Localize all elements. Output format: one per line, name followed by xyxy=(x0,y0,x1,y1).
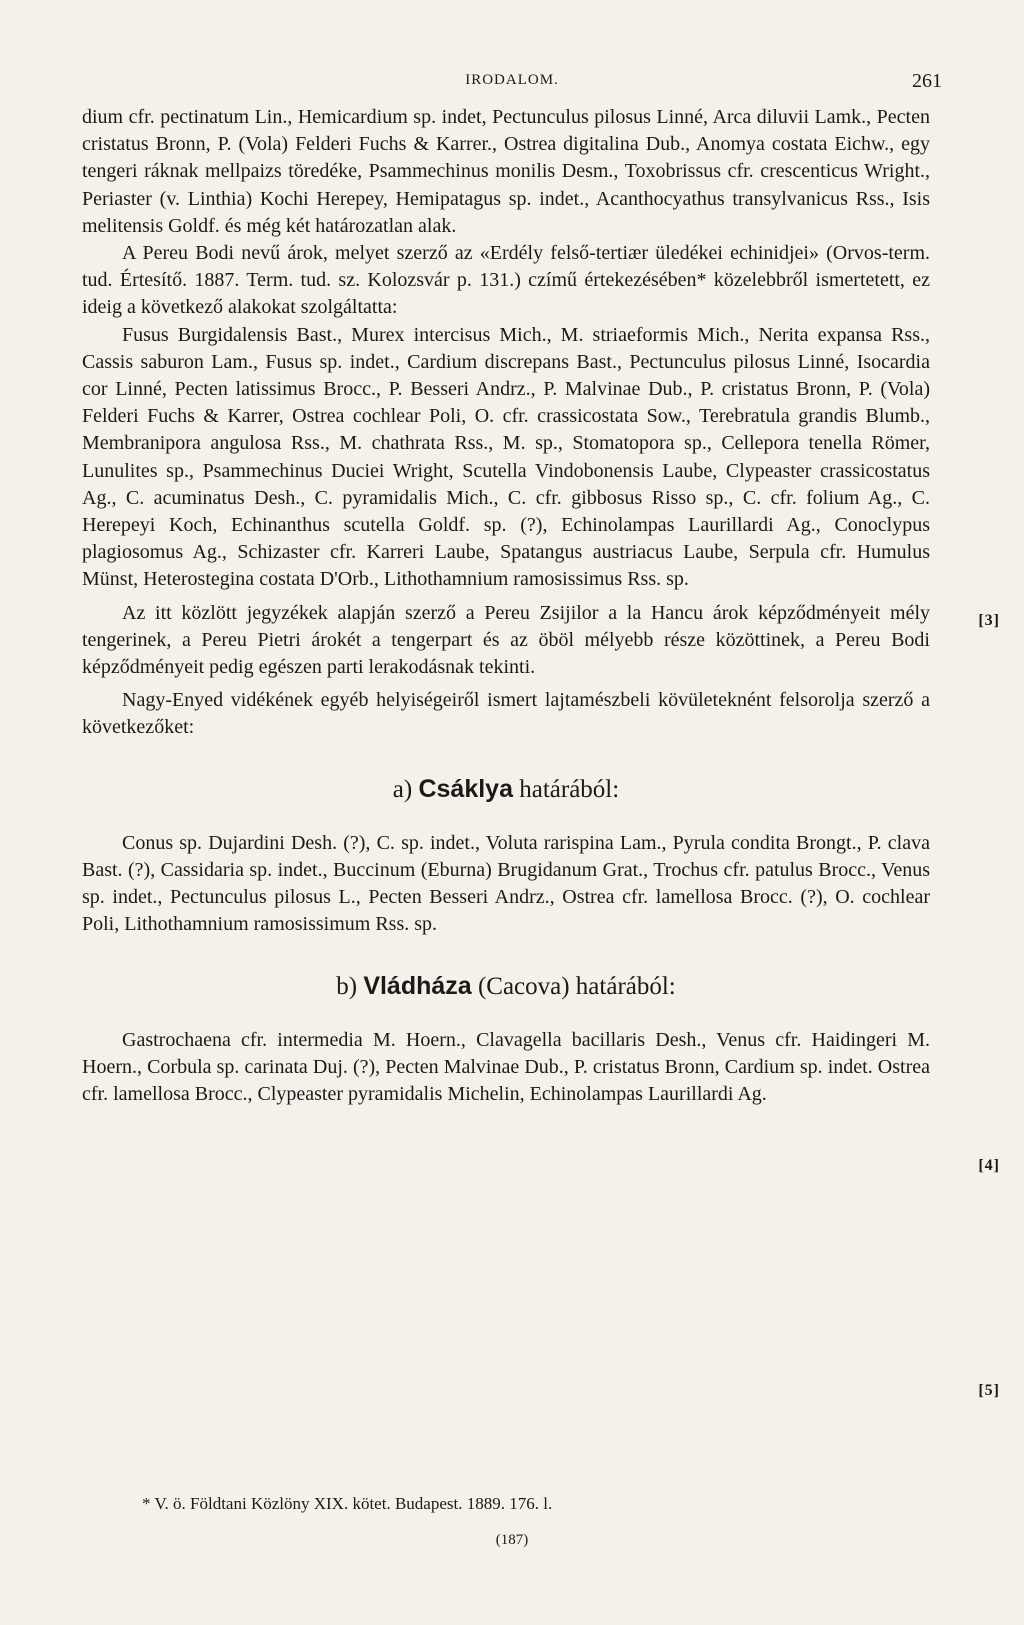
paragraph-species-list-csaklya: Conus sp. Dujardini Desh. (?), C. sp. indet., Voluta rarispina Lam., Pyrula condita Brongt., P. clava Bast. (?), Cassidaria sp. indet., Buccinum (Eburna) Brugidanum Grat., Trochus cfr. patulus Brocc., Venus sp. indet., Pectunculus pilosus L., Pecten Besseri Andrz., Ostrea cfr. lamellosa Brocc. (?), O. cochlear Poli, Lithothamnium ramosissimum Rss. sp. xyxy=(82,831,930,936)
footnote: * V. ö. Földtani Közlöny XIX. kötet. Budapest. 1889. 176. l. xyxy=(142,1494,553,1513)
section-heading-prefix: b) xyxy=(336,972,364,1000)
margin-mark: [4] xyxy=(978,1157,1000,1174)
margin-mark: [3] xyxy=(978,612,1000,629)
paragraph-interpretation: Az itt közlött jegyzékek alapján szerző a Pereu Zsijilor a la Hancu árok képződményeit mély tengerinek, a Pereu Pietri árokét a tengerpart és az öböl mélyebb része közöttinek, a Pereu Bodi képződményeit pedig egészen parti lerakodásnak tekinti. xyxy=(82,601,930,679)
page-number: 261 xyxy=(912,70,942,92)
margin-mark: [5] xyxy=(978,1382,1000,1399)
section-heading-place: Vládháza xyxy=(363,971,472,1000)
sheet-number: (187) xyxy=(495,1532,529,1548)
section-heading-vladhaza xyxy=(82,973,930,1000)
section-heading-place: Csáklya xyxy=(418,774,513,803)
paragraph-species-list-2: Fusus Burgidalensis Bast., Murex intercisus Mich., M. striaeformis Mich., Nerita expansa Rss., Cassis saburon Lam., Fusus sp. indet., Cardium discrepans Bast., Pectunculus pilosus Linné, Isocardia cor Linné, Pecten latissimus Brocc., P. Besseri Andrz., P. Malvinae Dub., P. cristatus Bronn, P. (Vola) Felderi Fuchs & Karrer, Ostrea cochlear Poli, O. cfr. crassicostata Sow., Terebratula grandis Blumb., Membranipora angulosa Rss., M. chathrata Rss., M. sp., Stomatopora sp., Cellepora tenella Römer, Lunulites sp., Psammechinus Duciei Wright, Scutella Vindobonensis Laube, Clypeaster crassicostatus Ag., C. acuminatus Desh., C. pyramidalis Mich., C. cfr. gibbosus Risso sp., C. cfr. folium Ag., C. Herepeyi Koch, Echinanthus scutella Goldf. sp. (?), Echinolampas Laurillardi Ag., Conoclypus plagiosomus Ag., Schizaster cfr. Karreri Laube, Spatangus austriacus Laube, Serpula cfr. Humulus Münst, Heterostegina costata D'Orb., Lithothamnium ramosissimus Rss. sp. xyxy=(82,323,930,591)
paragraph-other-localities: Nagy-Enyed vidékének egyéb helyiségeiről ismert lajtamészbeli kövületeknént felsorolja szerző a következőket: xyxy=(82,689,930,739)
paragraph-pereu-bodi: A Pereu Bodi nevű árok, melyet szerző az «Erdély felső-tertiær üledékei echinidjei» (Orvos-term. tud. Értesítő. 1887. Term. tud. sz. Kolozsvár p. 131.) czímű értekezésében* közelebbről ismertetett, ez ideig a következő alakokat szolgáltatta: xyxy=(82,242,930,319)
paragraph-species-list-1: dium cfr. pectinatum Lin., Hemicardium sp. indet, Pectunculus pilosus Linné, Arca diluvii Lamk., Pecten cristatus Bronn, P. (Vola) Felderi Fuchs & Karrer., Ostrea digitalina Dub., Anomya costata Eichw., egy tengeri ráknak mellpaizs töredéke, Psammechinus monilis Desm., Toxobrissus cfr. crescenticus Wright., Periaster (v. Linthia) Kochi Herepey, Hemipatagus sp. indet., Acanthocyathus transylvanicus Rss., Isis melitensis Goldf. és még két határozatlan alak. xyxy=(82,106,930,237)
body-text xyxy=(82,104,930,1109)
running-head: IRODALOM. xyxy=(465,72,559,88)
paragraph-species-list-vladhaza: Gastrochaena cfr. intermedia M. Hoern., Clavagella bacillaris Desh., Venus cfr. Haidingeri M. Hoern., Corbula sp. carinata Duj. (?), Pecten Malvinae Dub., P. cristatus Bronn, Cardium sp. indet. Ostrea cfr. lamellosa Brocc., Clypeaster pyramidalis Michelin, Echinolampas Laurillardi Ag. xyxy=(82,1028,930,1106)
section-heading-prefix: a) xyxy=(392,775,419,803)
section-heading-csaklya xyxy=(82,776,930,803)
section-heading-suffix: határából: xyxy=(513,775,620,803)
section-heading-suffix: (Cacova) határából: xyxy=(471,972,676,1000)
